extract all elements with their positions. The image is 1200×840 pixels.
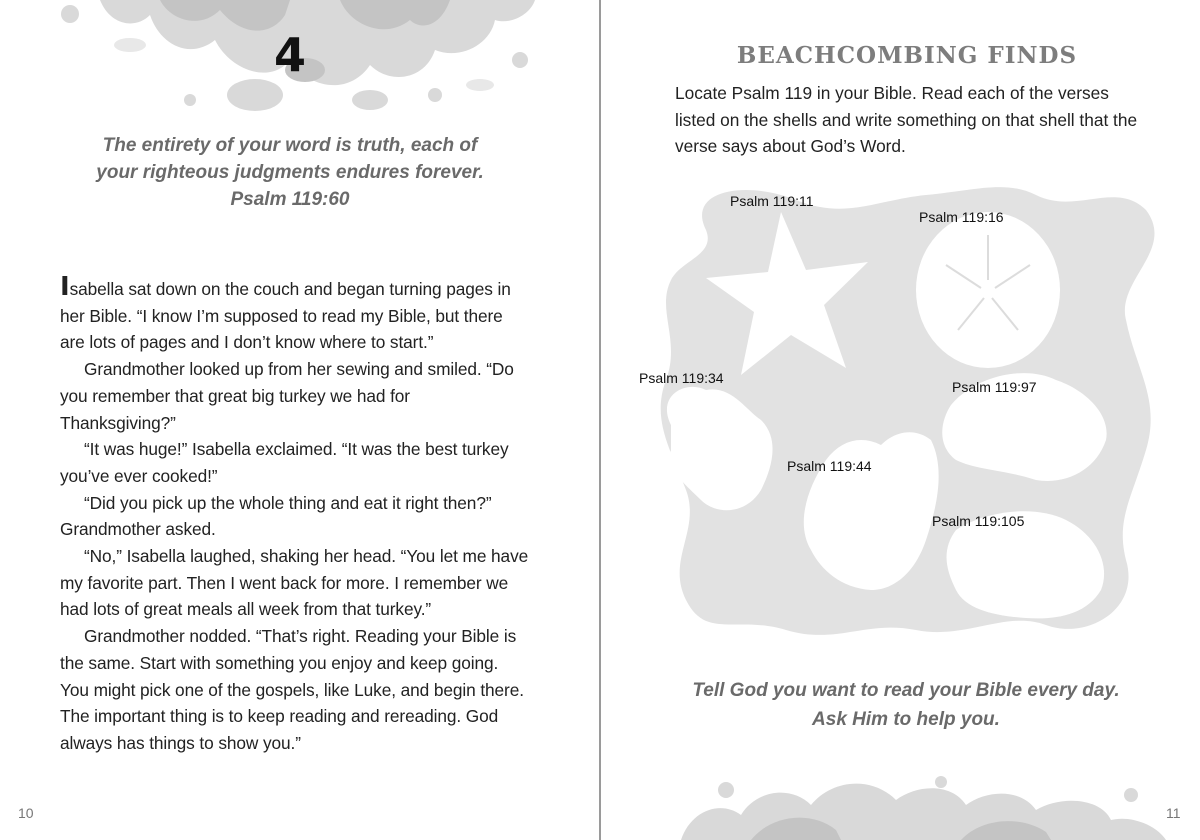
chapter-number: 4 bbox=[273, 28, 306, 82]
drop-cap: I bbox=[60, 272, 70, 302]
story-paragraph: Grandmother nodded. “That’s right. Reading your Bible is the same. Start with something you enjoy and keep going. You might pick one of the gospels, like Luke, and begin there. The important thing is to keep reading and rereading. God always has things to show you.” bbox=[60, 626, 524, 753]
story-paragraph: “Did you pick up the whole thing and eat it right then?” Grandmother asked. bbox=[60, 492, 492, 540]
story-paragraph-text: sabella sat down on the couch and began turning pages in her Bible. “I know I’m supposed to read my Bible, but there are lots of pages and I don’t know where to start.” bbox=[60, 279, 511, 353]
story-paragraph bbox=[60, 272, 530, 356]
story-paragraph: “No,” Isabella laughed, shaking her head. “You let me have my favorite part. Then I went back for more. I remember we had lots of great meals all week from that turkey.” bbox=[60, 546, 529, 620]
story-text bbox=[60, 272, 530, 757]
prayer-line-2: Ask Him to help you. bbox=[812, 709, 1000, 730]
shell-label: Psalm 119:105 bbox=[932, 513, 1025, 529]
splash-decoration-bottom bbox=[661, 770, 1181, 840]
activity-title: BEACHCOMBING FINDS bbox=[736, 42, 1078, 69]
story-paragraph: “It was huge!” Isabella exclaimed. “It was the best turkey you’ve ever cooked!” bbox=[60, 439, 509, 486]
shell-label: Psalm 119:97 bbox=[952, 379, 1037, 395]
shells-illustration bbox=[639, 170, 1166, 660]
prayer-prompt bbox=[641, 676, 1171, 734]
page-number-right: 11 bbox=[1166, 805, 1181, 821]
key-verse-line-1: The entirety of your word is truth, each of bbox=[102, 135, 478, 156]
page-number-left: 10 bbox=[18, 805, 34, 821]
shell-label: Psalm 119:44 bbox=[787, 458, 872, 474]
prayer-line-1: Tell God you want to read your Bible every day. bbox=[692, 680, 1120, 701]
shells-background bbox=[646, 170, 1166, 660]
right-page bbox=[601, 0, 1200, 840]
shell-label: Psalm 119:16 bbox=[919, 209, 1004, 225]
key-verse-reference: Psalm 119:60 bbox=[230, 189, 350, 210]
key-verse-line-2: your righteous judgments endures forever. bbox=[96, 162, 484, 183]
story-paragraph: Grandmother looked up from her sewing and smiled. “Do you remember that great big turkey we had for Thanksgiving?” bbox=[60, 359, 514, 433]
key-verse bbox=[60, 132, 520, 213]
shell-label: Psalm 119:11 bbox=[730, 193, 814, 209]
shell-label: Psalm 119:34 bbox=[639, 370, 724, 386]
activity-instructions: Locate Psalm 119 in your Bible. Read each of the verses listed on the shells and write something on that shell that the verse says about God’s Word. bbox=[675, 83, 1138, 157]
